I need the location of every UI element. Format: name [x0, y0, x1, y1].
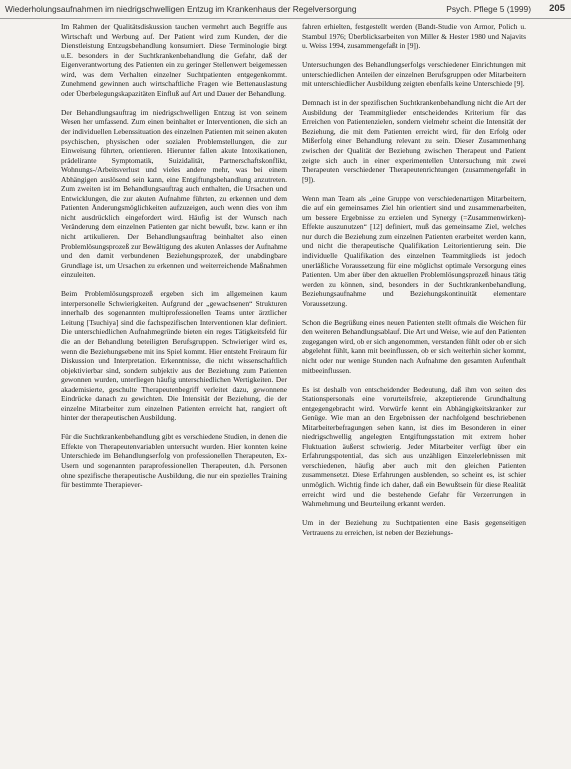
paragraph: Um in der Beziehung zu Suchtpatienten eine Basis gegenseitigen Vertrauens zu erreichen, ist neben der Beziehungs- — [302, 518, 526, 537]
journal-citation: Psych. Pflege 5 (1999) — [446, 4, 531, 14]
article-title: Wiederholungsaufnahmen im niedrigschwelligen Entzug im Krankenhaus der Regelversorgung — [5, 4, 357, 14]
paragraph: fahren erhielten, festgestellt werden (Bandt-Studie von Armor, Polich u. Stambul 1976; Überblicksarbeiten von Miller & Hester 1980 und Najavits u. Weiss 1994, zusammengefaßt in [9]). — [302, 22, 526, 51]
running-header — [0, 0, 571, 19]
paragraph: Der Behandlungsauftrag im niedrigschwelligen Entzug ist von seinem Wesen her umfassend. Zum einen beinhaltet er Interventionen, die sich an der individuellen Lebenssituation des einzelnen Patienten mit seinen akuten psychischen, physischen oder sozialen Problemstellungen, die zur Einweisung führten, orientieren. Hierunter fallen akute Intoxikationen, prädelirante Symptomatik, Suizidalität, Partnerschaftskonflikt, Wohnungs-/Arbeitsverlust und vieles andere mehr, was bei einem Abhängigen auslösend sein kann, eine Entgiftungsbehandlung anzutreten. Zum zweiten ist im Behandlungsauftrag auch enthalten, die Ursachen und Entwicklungen, die zur akuten Aufnahme führten, zu erkennen und dem Patienten Änderungsmöglichkeiten aufzuzeigen, auch wenn dies von ihm nicht ausdrücklich eingefordert wird. Häufig ist der Wunsch nach Veränderung dem einzelnen Patienten gar nicht bewußt, bzw. kann er ihn nicht artikulieren. Der Behandlungsauftrag beinhaltet also einen Problemlösungsprozeß zur Bewältigung des akuten Anlasses der Aufnahme und den damit verbundenen Beziehungsprozeß, der unabdingbare Grundlage ist, um Ursachen zu erkennen und weiterreichende Maßnahmen einzuleiten. — [61, 107, 287, 280]
paragraph: Für die Suchtkrankenbehandlung gibt es verschiedene Studien, in denen die Effekte von Therapeutenvariablen untersucht wurden. Hier konnten keine Unterschiede im Behandlungserfolg von professionellen Therapeuten, Ex-Usern und sogenannten paraprofessionellen Therapeuten, d.h. Personen ohne spezifische therapeutische Ausbildung, die nur ein spezielles Training für bestimmte Therapiever- — [61, 432, 287, 490]
right-text-column — [302, 22, 526, 537]
paragraph: Beim Problemlösungsprozeß ergeben sich im allgemeinen kaum interpersonelle Schwierigkeiten. Aufgrund der „gewachsenen“ Strukturen innerhalb des sogenannten multiprofessionellen Teams unter ärztlicher Leitung [Tsuchiya] sind die fachspezifischen Interventionen klar definiert. Die unterschiedlichen Aufnahmegründe bieten ein reges Tätigkeitsfeld für die an der Behandlung beteiligten Berufsgruppen. Schwieriger wird es, wenn die Beziehungsebene mit ins Spiel kommt. Hier entsteht Freiraum für Diskussion und Interpretation. Erkenntnisse, die nicht wissenschaftlich objektivierbar sind, sondern subjektiv aus der Beziehung zum Patienten gewonnen wurden, unterliegen häufig unterschiedlichen Wertigkeiten. Der akademisierte, geschulte Therapeutenbegriff verleitet dazu, gewonnene Eindrücke danach zu gewichten. Die Intensität der Beziehung, die der einzelne Mitarbeiter zum einzelnen Patienten erreicht hat, rangiert oft hinter der therapeutischen Ausbildung. — [61, 289, 287, 423]
paragraph: Untersuchungen des Behandlungserfolgs verschiedener Einrichtungen mit unterschiedlichen Anteilen der einzelnen Berufsgruppen oder Mitarbeitern mit unterschiedlicher Ausbildung zeigten ebenfalls keine Unterschiede [9]. — [302, 60, 526, 89]
paragraph: Wenn man Team als „eine Gruppe von verschiedenartigen Mitarbeitern, die auf ein gemeinsames Ziel hin orientiert sind und zusammenarbeiten, um bessere Ergebnisse zu erzielen und Synergy (=Zusammenwirken)-Effekte auszunutzen“ [12] definiert, muß das gemeinsame Ziel, welches nur durch die Beziehung zum einzelnen Patienten erarbeitet werden kann, und nicht die therapeutische Qualifikation Leitorientierung sein. Die individuelle Qualifikation des einzelnen Teammitglieds ist jedoch unerläßliche Voraussetzung für eine möglichst optimale Versorgung eines Patienten. Um aber über den aktuellen Problemlösungsprozeß hinaus tätig werden zu können, sind, besonders in der Suchtkrankenbehandlung, Beziehungsaufnahme und Beziehungskontinuität elementare Voraussetzung. — [302, 193, 526, 308]
left-text-column — [61, 22, 287, 490]
paragraph: Demnach ist in der spezifischen Suchtkrankenbehandlung nicht die Art der Ausbildung der Teammitglieder entscheidendes Kriterium für das Erreichen von Patientenzielen, sondern vielmehr scheint die Intensität der Beziehung, die mit dem Patienten erreicht wird, für den Erfolg oder Mißerfolg einer Behandlung relevant zu sein. Dieser Zusammenhang zwischen der Qualität der Beziehung zwischen Therapeut und Patient zeigte sich auch in einer experimentellen Untersuchung mit zwei Therapeuten verschiedener Therapeutenrichtungen (zusammengefaßt in [9]). — [302, 98, 526, 184]
page-number: 205 — [549, 3, 565, 14]
paragraph: Es ist deshalb von entscheidender Bedeutung, daß ihm von seiten des Stationspersonals eine vorurteilsfreie, akzeptierende Grundhaltung entgegengebracht wird. Vorwürfe kennt ein Abhängigkeitskranker zur Genüge. Wie man an den Ergebnissen der nachfolgend beschriebenen Mitarbeiterbefragungen sehen kann, ist dies im Besonderen in einer niedrigschwellig angelegten Entgiftungsstation mit extrem hoher Fluktuation äußerst schwierig. Jeder Mitarbeiter verfügt über ein Erfahrungspotential, das sich aus unzähligen Einzelerlebnissen mit verschiedenen, häufig aber auch mit den gleichen Patienten zusammensetzt. Diese Erfahrungen ausblenden, so scheint es, ist schier unmöglich. Wichtig finde ich daher, daß ein Bewußtsein für diese Realität erreicht wird und die bestehende Gefahr für Verzerrungen in Wahrnehmung und Beurteilung erkannt werden. — [302, 384, 526, 509]
paragraph: Im Rahmen der Qualitätsdiskussion tauchen vermehrt auch Begriffe aus Wirtschaft und Werbung auf. Der Patient wird zum Kunden, der die Dienstleistung Entzugsbehandlung konsumiert. Diese Terminologie birgt u.E. besonders in der Suchtkrankenbehandlung die Gefahr, daß der Eigenverantwortung des Patienten ein zu geringer Stellenwert beigemessen wird, was dem Verhalten einzelner Suchtpatienten entgegenkommt. Zunehmend gewinnen auch wirtschaftliche Fragen wie Bettenauslastung oder Überbelegungskapazitäten Einfluß auf Art und Dauer der Behandlung. — [61, 22, 287, 98]
paragraph: Schon die Begrüßung eines neuen Patienten stellt oftmals die Weichen für den weiteren Behandlungsablauf. Die Art und Weise, wie auf den Patienten zugegangen wird, ob er sich angenommen, verstanden fühlt oder ob er sich abgelehnt fühlt, kann mit beeinflussen, ob er sich weiterhin sicher kommt, nicht oder nur wenige Stunden nach Aufnahme den gesamten Aufenthalt mitbeeinflussen. — [302, 317, 526, 375]
